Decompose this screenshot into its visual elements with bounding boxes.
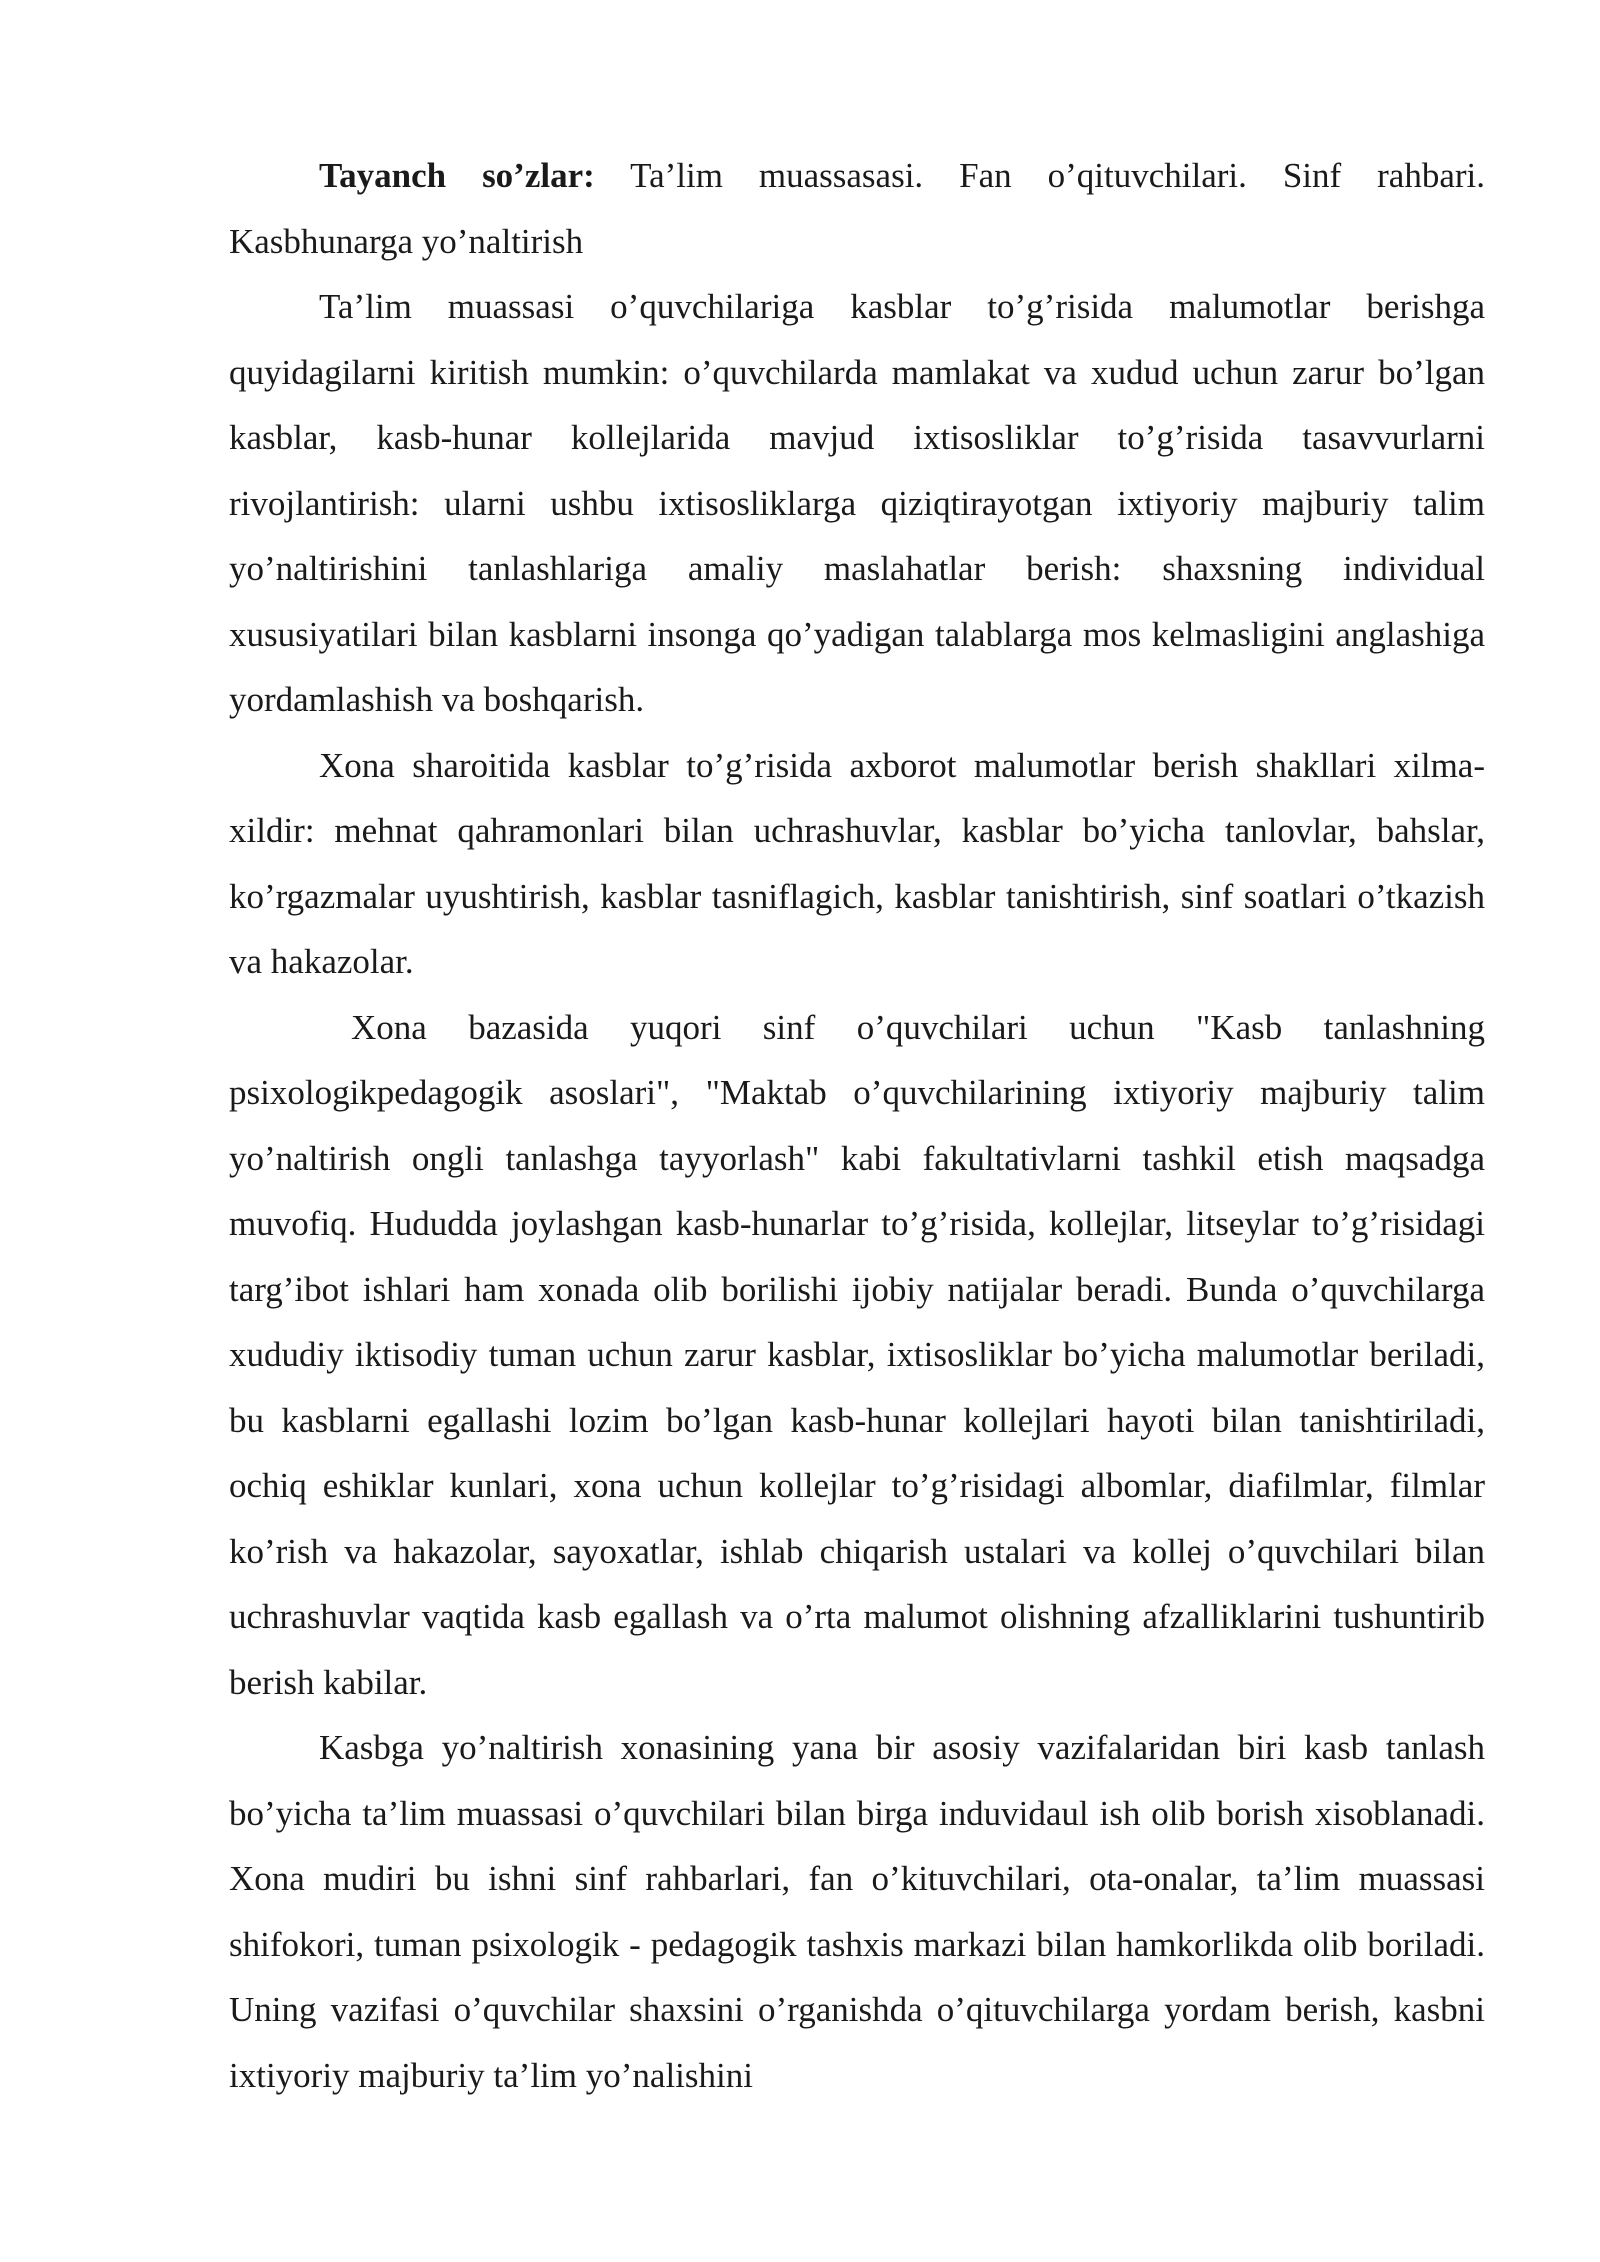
keywords-text: Ta’lim muassasasi. Fan o’qituvchilari. Sinf rahbari. Kasbhunarga yo’naltirish xyxy=(229,156,1485,261)
body-paragraph-2: Xona sharoitida kasblar to’g’risida axborot malumotlar berish shakllari xilma-xildir: mehnat qahramonlari bilan uchrashuvlar, kasblar bo’yicha tanlovlar, bahslar, ko’rgazmalar uyushtirish, kasblar tasniflagich, kasblar tanishtirish, sinf soatlari o’tkazish va hakazolar. xyxy=(229,745,1485,981)
keywords-label: Tayanch so’zlar: xyxy=(319,156,595,195)
body-paragraph-3: Xona bazasida yuqori sinf o’quvchilari uchun "Kasb tanlashning psixologikpedagogik asoslari", "Maktab o’quvchilarining ixtiyoriy majburiy talim yo’naltirish ongli tanlashga tayyorlash" kabi fakultativlarni tashkil etish maqsadga muvofiq. Hududda joylashgan kasb-hunarlar to’g’risida, kollejlar, litseylar to’g’risidagi targ’ibot ishlari ham xonada olib borilishi ijobiy natijalar beradi. Bunda o’quvchilarga xududiy iktisodiy tuman uchun zarur kasblar, ixtisosliklar bo’yicha malumotlar beriladi, bu kasblarni egallashi lozim bo’lgan kasb-hunar kollejlari hayoti bilan tanishtiriladi, ochiq eshiklar kunlari, xona uchun kollejlar to’g’risidagi albomlar, diafilmlar, filmlar ko’rish va hakazolar, sayoxatlar, ishlab chiqarish ustalari va kollej o’quvchilari bilan uchrashuvlar vaqtida kasb egallash va o’rta malumot olishning afzalliklarini tushuntirib berish kabilar. xyxy=(229,1007,1485,1702)
body-paragraph-4: Kasbga yo’naltirish xonasining yana bir asosiy vazifalaridan biri kasb tanlash bo’yicha ta’lim muassasi o’quvchilari bilan birga induvidaul ish olib borish xisoblanadi. Xona mudiri bu ishni sinf rahbarlari, fan o’kituvchilari, ota-onalar, ta’lim muassasi shifokori, tuman psixologik - pedagogik tashxis markazi bilan hamkorlikda olib boriladi. Uning vazifasi o’quvchilar shaxsini o’rganishda o’qituvchilarga yordam berish, kasbni ixtiyoriy majburiy ta’lim yo’nalishini xyxy=(229,1728,1485,2095)
document-body xyxy=(229,143,1485,2108)
body-paragraph-1: Ta’lim muassasi o’quvchilariga kasblar to’g’risida malumotlar berishga quyidagilarni kiritish mumkin: o’quvchilarda mamlakat va xudud uchun zarur bo’lgan kasblar, kasb-hunar kollejlarida mavjud ixtisosliklar to’g’risida tasavvurlarni rivojlantirish: ularni ushbu ixtisosliklarga qiziqtirayotgan ixtiyoriy majburiy talim yo’naltirishini tanlashlariga amaliy maslahatlar berish: shaxsning individual xususiyatilari bilan kasblarni insonga qo’yadigan talablarga mos kelmasligini anglashiga yordamlashish va boshqarish. xyxy=(229,287,1485,719)
keywords-paragraph xyxy=(229,143,1485,274)
